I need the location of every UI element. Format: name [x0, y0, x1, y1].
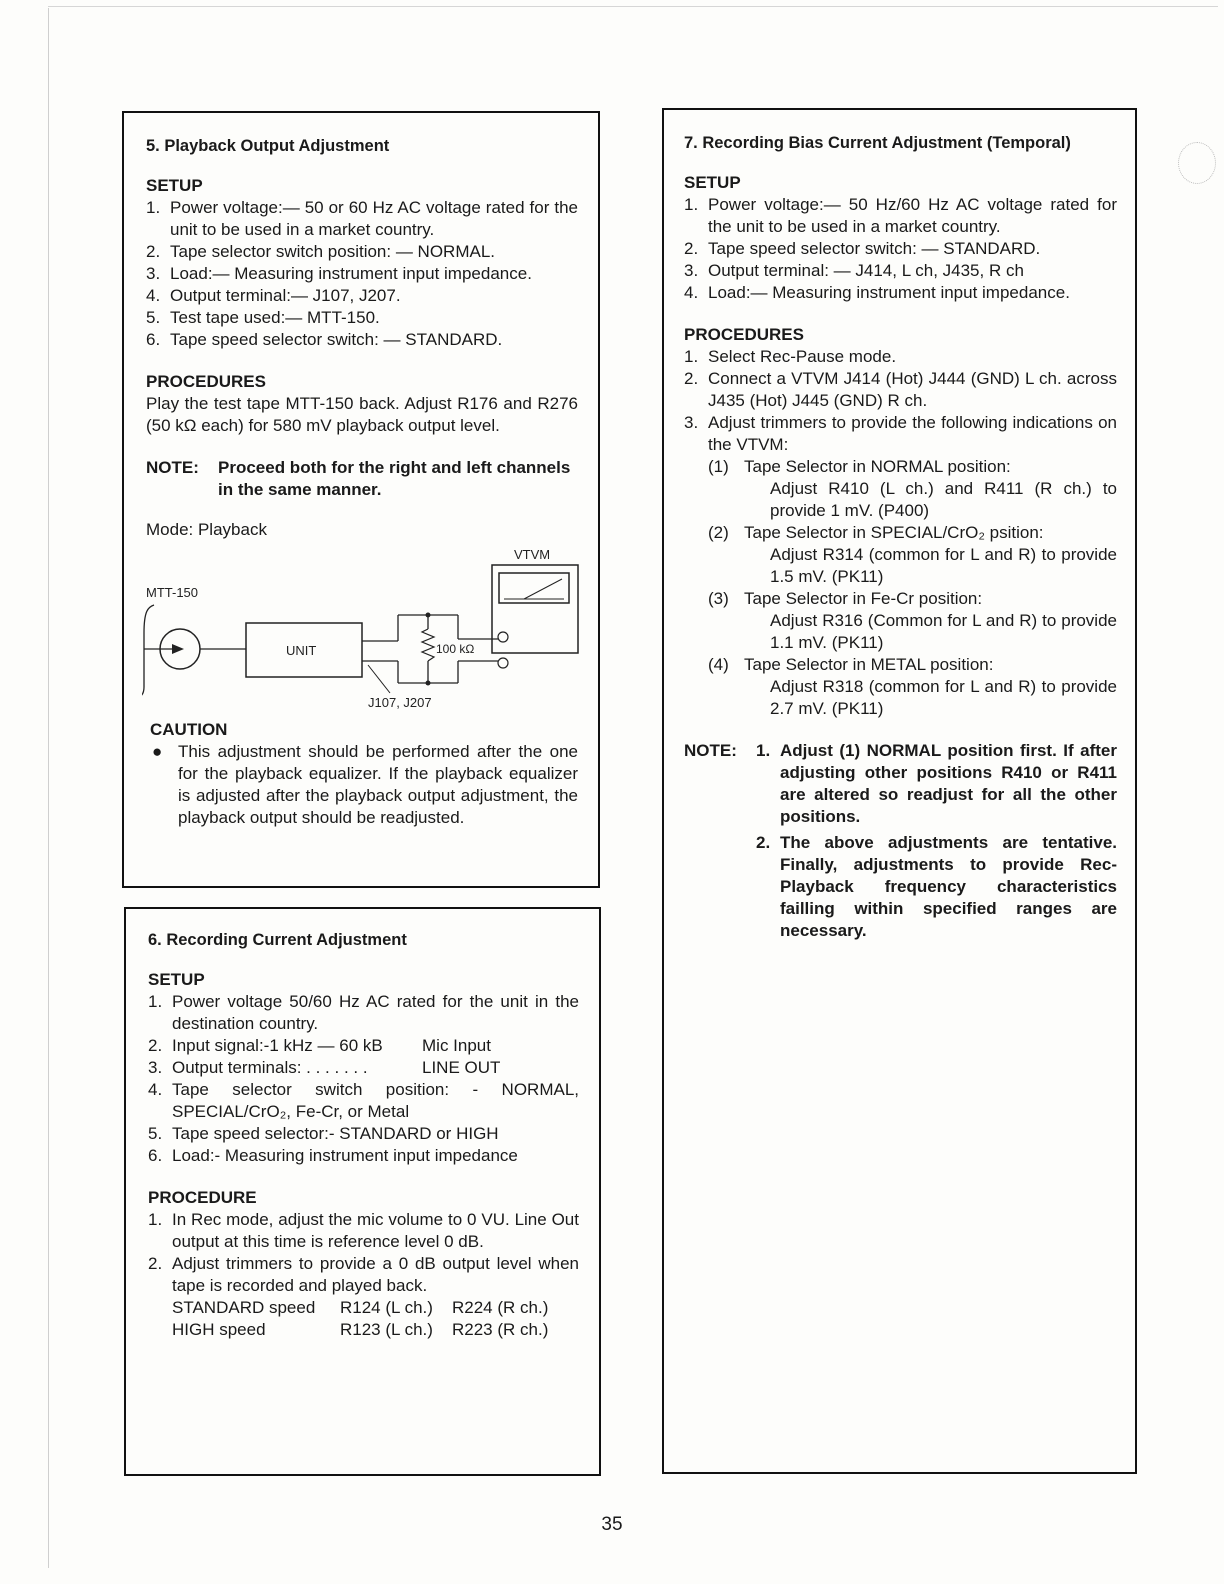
note-label: NOTE:	[146, 458, 199, 477]
procedure-heading: PROCEDURE	[148, 1188, 257, 1207]
connection-diagram-svg	[142, 545, 582, 715]
section-5-box	[122, 111, 600, 888]
list-item: 3. Adjust trimmers to provide the following indications on the VTVM:	[684, 413, 1117, 454]
tape-label: MTT-150	[146, 585, 199, 600]
list-item: (2) Tape Selector in SPECIAL/CrO₂ psition: Adjust R314 (common for L and R) to provide 1.5 mV. (PK11)	[708, 523, 1117, 586]
note-item: 1. Adjust (1) NORMAL position first. If after adjusting other positions R410 or R411 are altered so readjust for all the other positions.	[756, 741, 1117, 826]
list-item: 3. Output terminals: . . . . . . . LINE OUT	[148, 1058, 501, 1077]
list-item: 2. Tape selector switch position: — NORMAL.	[146, 242, 496, 261]
section-6-box	[124, 907, 601, 1476]
procedure-list	[148, 1209, 579, 1341]
section-7-box	[662, 108, 1137, 1474]
table-row: HIGH speed R123 (L ch.) R223 (R ch.)	[172, 1320, 549, 1339]
connection-diagram	[146, 545, 578, 715]
scan-speck	[1178, 142, 1216, 184]
list-item: 4. Output terminal:— J107, J207.	[146, 286, 401, 305]
setup-heading: SETUP	[146, 176, 203, 195]
resistor-label: 100 kΩ	[436, 642, 475, 656]
table-row: STANDARD speed R124 (L ch.) R224 (R ch.)	[172, 1298, 549, 1317]
list-item: 1. Power voltage:— 50 Hz/60 Hz AC voltage rated for the unit to be used in a market country.	[684, 195, 1117, 236]
section-5-title: 5. Playback Output Adjustment	[146, 137, 390, 155]
section-6-title: 6. Recording Current Adjustment	[148, 931, 407, 949]
page-number: 35	[601, 1514, 623, 1535]
unit-label: UNIT	[286, 643, 317, 658]
page-left-edge	[48, 8, 49, 1568]
sub-list	[684, 456, 1117, 720]
list-item: 4. Tape selector switch position: - NORMAL, SPECIAL/CrO₂, Fe-Cr, or Metal	[148, 1080, 579, 1121]
resistor-icon	[422, 629, 434, 661]
note-item: 2. The above adjustments are tentative. Finally, adjustments to provide Rec-Playback frequency characteristics failling within specified ranges are necessary.	[756, 833, 1117, 940]
trim-table	[172, 1297, 579, 1341]
setup-list	[148, 991, 579, 1167]
list-item: 1. Select Rec-Pause mode.	[684, 347, 897, 366]
list-item: 6. Load:- Measuring instrument input impedance	[148, 1146, 518, 1165]
list-item: 6. Tape speed selector switch: — STANDARD.	[146, 330, 503, 349]
procedures-text: Play the test tape MTT-150 back. Adjust R176 and R276 (50 kΩ each) for 580 mV playback output level.	[146, 394, 578, 435]
setup-list	[146, 197, 578, 351]
list-item: (3) Tape Selector in Fe-Cr position: Adjust R316 (Common for L and R) to provide 1.1 mV. (PK11)	[708, 589, 1117, 652]
caution-item	[150, 741, 578, 829]
list-item: 1. Power voltage:— 50 or 60 Hz AC voltage rated for the unit to be used in a market country.	[146, 198, 578, 239]
caution-heading: CAUTION	[150, 720, 228, 739]
list-item: (4) Tape Selector in METAL position: Adjust R318 (common for L and R) to provide 2.7 mV. (PK11)	[708, 655, 1117, 718]
list-item: (1) Tape Selector in NORMAL position: Adjust R410 (L ch.) and R411 (R ch.) to provide 1 mV. (P400)	[708, 457, 1117, 520]
setup-heading: SETUP	[148, 970, 205, 989]
setup-list	[684, 194, 1117, 304]
vtvm-box	[492, 565, 578, 653]
note-text: Proceed both for the right and left channels in the same manner.	[218, 458, 571, 499]
procedures-heading: PROCEDURES	[684, 325, 804, 344]
list-item: 2. Tape speed selector switch: — STANDARD.	[684, 239, 1041, 258]
procedure-list	[684, 346, 1117, 456]
list-item: 3. Load:— Measuring instrument input impedance.	[146, 264, 532, 283]
list-item: 5. Test tape used:— MTT-150.	[146, 308, 380, 327]
list-item: 2. Input signal:-1 kHz — 60 kB Mic Input	[148, 1036, 491, 1055]
section-7-title: 7. Recording Bias Current Adjustment (Temporal)	[684, 134, 1071, 152]
list-item: 3. Output terminal: — J414, L ch, J435, R ch	[684, 261, 1024, 280]
note-label: NOTE:	[684, 741, 737, 760]
vtvm-label: VTVM	[514, 547, 551, 562]
caution-text: This adjustment should be performed after the one for the playback equalizer. If the playback equalizer is adjusted after the playback output adjustment, the playback output should be readjusted.	[178, 742, 578, 827]
setup-heading: SETUP	[684, 173, 741, 192]
jack-label: J107, J207	[368, 695, 432, 710]
list-item: 1. Power voltage 50/60 Hz AC rated for the unit in the destination country.	[148, 992, 579, 1033]
mode-text: Mode: Playback	[146, 520, 267, 539]
list-item: 1. In Rec mode, adjust the mic volume to 0 VU. Line Out output at this time is reference level 0 dB.	[148, 1210, 579, 1251]
list-item: 2. Connect a VTVM J414 (Hot) J444 (GND) L ch. across J435 (Hot) J445 (GND) R ch.	[684, 369, 1117, 410]
page-top-edge	[48, 6, 1218, 7]
note-block	[684, 740, 1117, 942]
bullet-icon: ●	[152, 742, 163, 761]
list-item: 2. Adjust trimmers to provide a 0 dB output level when tape is recorded and played back. STANDARD speed R124 (L ch.) R224 (R ch.) HIGH speed R123 (L ch.) R223 (R ch.)	[148, 1254, 579, 1339]
list-item: 5. Tape speed selector:- STANDARD or HIGH	[148, 1124, 499, 1143]
note-block	[146, 457, 578, 501]
procedures-heading: PROCEDURES	[146, 372, 266, 391]
list-item: 4. Load:— Measuring instrument input impedance.	[684, 283, 1070, 302]
